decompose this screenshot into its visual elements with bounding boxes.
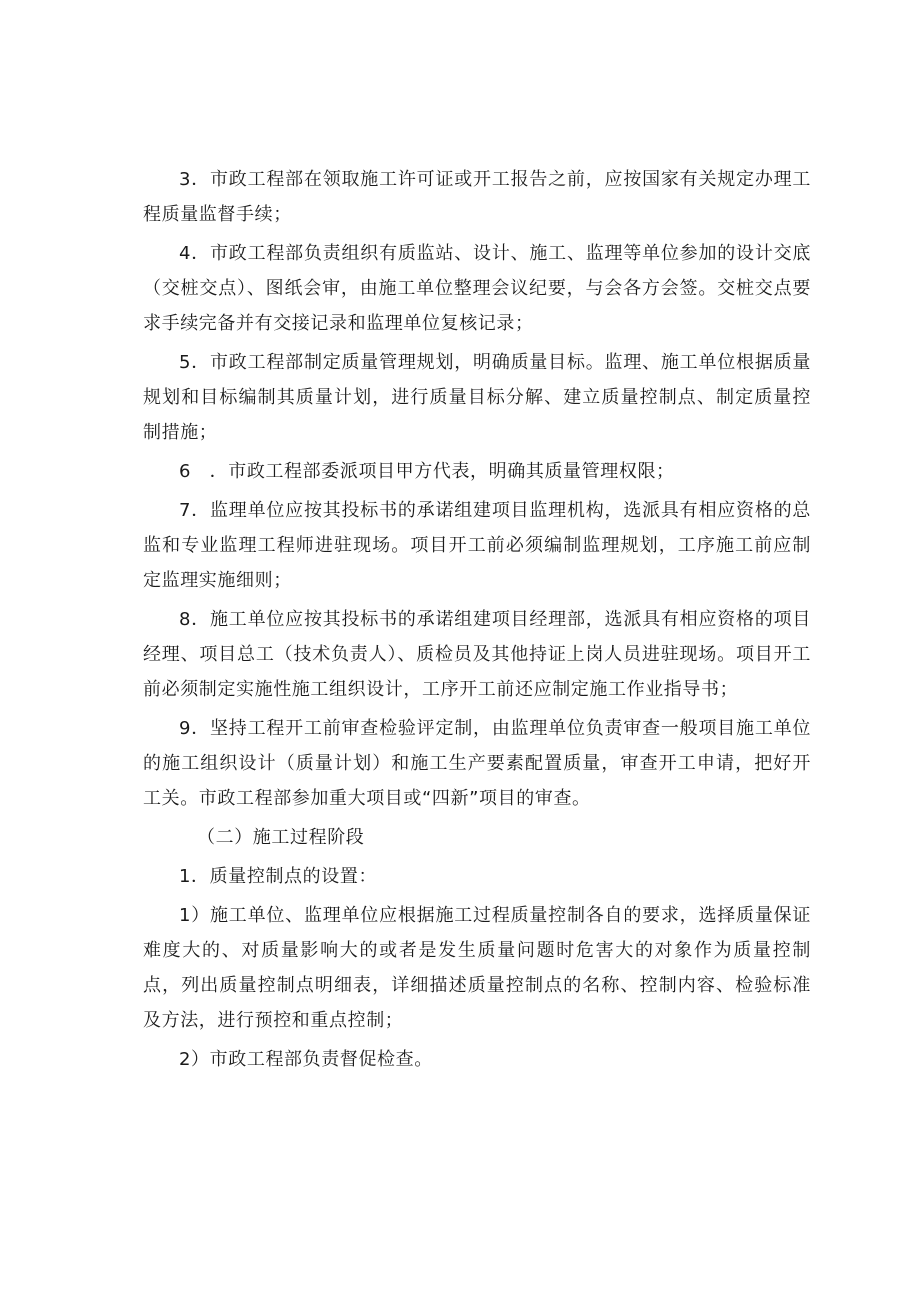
paragraph-item-5: 5．市政工程部制定质量管理规划，明确质量目标。监理、施工单位根据质量规划和目标编制其质量计划，进行质量目标分解、建立质量控制点、制定质量控制措施；	[143, 352, 811, 443]
paragraph-item-3: 3．市政工程部在领取施工许可证或开工报告之前，应按国家有关规定办理工程质量监督手续；	[143, 169, 811, 225]
sub-item-1: 1）施工单位、监理单位应根据施工过程质量控制各自的要求，选择质量保证难度大的、对质量影响大的或者是发生质量问题时危害大的对象作为质量控制点，列出质量控制点明细表，详细描述质量控制点的名称、控制内容、检验标准及方法，进行预控和重点控制；	[143, 905, 811, 1031]
sub-item-2: 2）市政工程部负责督促检查。	[179, 1049, 433, 1070]
section-heading: （二）施工过程阶段	[197, 827, 365, 848]
paragraph-item-8: 8．施工单位应按其投标书的承诺组建项目经理部，选派具有相应资格的项目经理、项目总工（技术负责人）、质检员及其他持证上岗人员进驻现场。项目开工前必须制定实施性施工组织设计，工序开工前还应制定施工作业指导书；	[143, 609, 811, 700]
paragraph-item-7: 7．监理单位应按其投标书的承诺组建项目监理机构，选派具有相应资格的总监和专业监理工程师进驻现场。项目开工前必须编制监理规划，工序施工前应制定监理实施细则；	[143, 500, 811, 591]
paragraph-item-9: 9．坚持工程开工前审查检验评定制，由监理单位负责审查一般项目施工单位的施工组织设计（质量计划）和施工生产要素配置质量，审查开工申请，把好开工关。市政工程部参加重大项目或“四新”项目的审查。	[143, 718, 811, 809]
document-body	[143, 162, 811, 1077]
subsection-heading: 1．质量控制点的设置：	[179, 866, 378, 887]
paragraph-item-6: 6 ．市政工程部委派项目甲方代表，明确其质量管理权限；	[179, 461, 675, 482]
paragraph-item-4: 4．市政工程部负责组织有质监站、设计、施工、监理等单位参加的设计交底（交桩交点）、图纸会审，由施工单位整理会议纪要，与会各方会签。交桩交点要求手续完备并有交接记录和监理单位复核记录；	[143, 243, 811, 334]
